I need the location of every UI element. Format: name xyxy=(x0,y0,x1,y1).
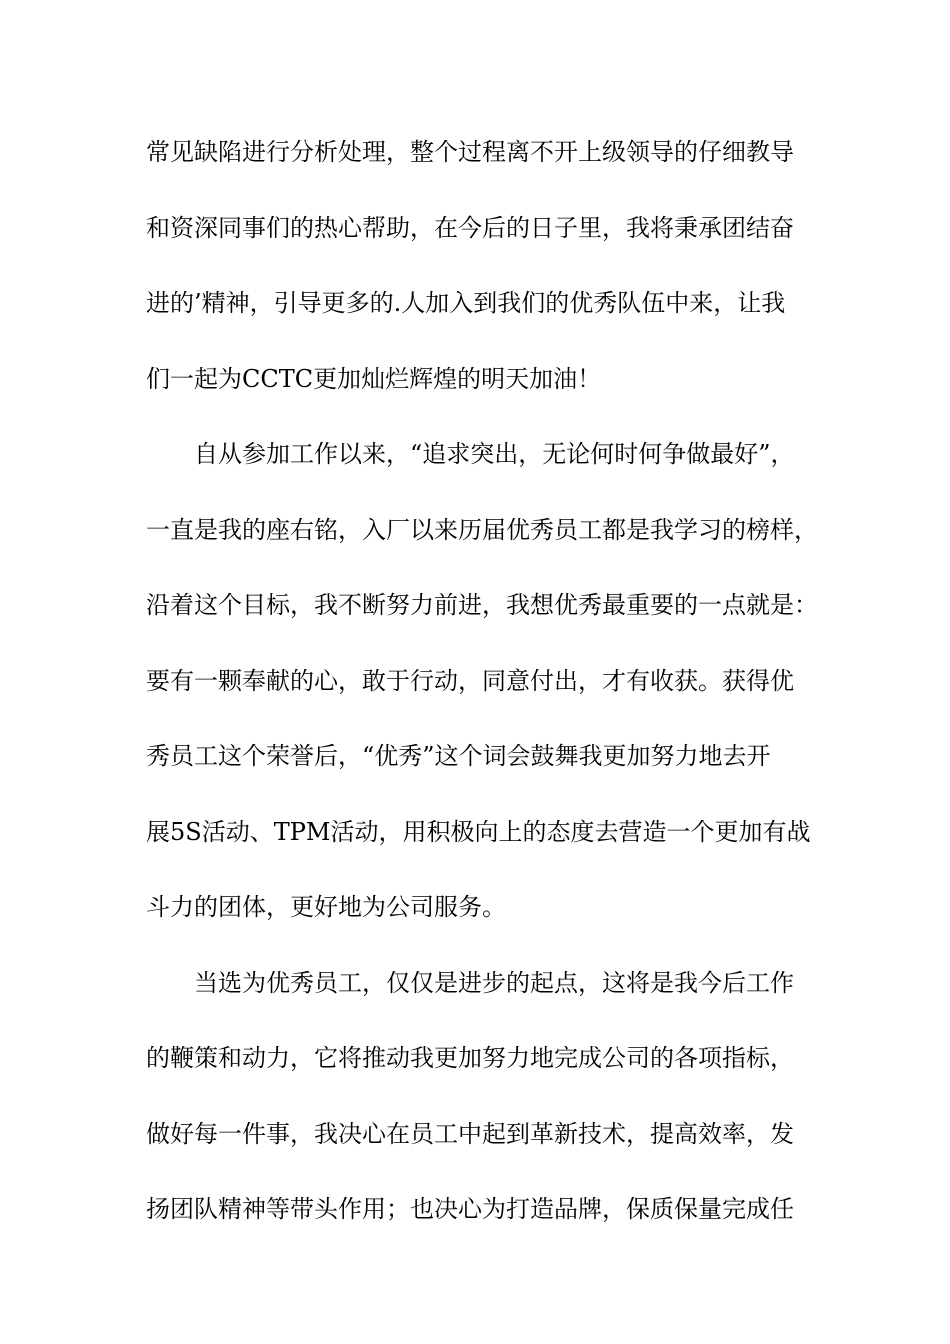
text-line: 当选为优秀员工，仅仅是进步的起点，这将是我今后工作 xyxy=(194,968,794,997)
text-line: 斗力的团体，更好地为公司服务。 xyxy=(146,893,506,921)
text-line: 和资深同事们的热心帮助，在今后的日子里，我将秉承团结奋 xyxy=(146,213,794,242)
text-line: 常见缺陷进行分析处理，整个过程离不开上级领导的仔细教导 xyxy=(146,138,794,166)
paragraph-2 xyxy=(146,432,818,961)
text-line: 展5S活动、TPM活动，用积极向上的态度去营造一个更加有战 xyxy=(146,817,811,846)
text-line: 做好每一件事，我决心在员工中起到革新技术，提高效率，发 xyxy=(146,1119,794,1148)
text-line: 自从参加工作以来，“追求突出，无论何时何争做最好”， xyxy=(194,440,795,468)
text-line: 扬团队精神等带头作用；也决心为打造品牌，保质保量完成任 xyxy=(146,1195,794,1223)
text-line: 进的’精神，引导更多的.人加入到我们的优秀队伍中来，让我 xyxy=(146,289,786,317)
text-line: 们一起为CCTC更加灿烂辉煌的明天加油！ xyxy=(146,364,602,393)
paragraph-3 xyxy=(146,961,810,1263)
text-line: 沿着这个目标，我不断努力前进，我想优秀最重要的一点就是： xyxy=(146,591,818,619)
text-line: 秀员工这个荣誉后，“优秀”这个词会鼓舞我更加努力地去开 xyxy=(146,742,771,770)
text-line: 的鞭策和动力，它将推动我更加努力地完成公司的各项指标， xyxy=(146,1044,794,1072)
document-body xyxy=(146,130,818,1263)
text-line: 要有一颗奉献的心，敢于行动，同意付出，才有收获。获得优 xyxy=(146,666,794,695)
paragraph-1 xyxy=(146,130,810,432)
text-line: 一直是我的座右铭，入厂以来历届优秀员工都是我学习的榜样， xyxy=(146,515,818,544)
